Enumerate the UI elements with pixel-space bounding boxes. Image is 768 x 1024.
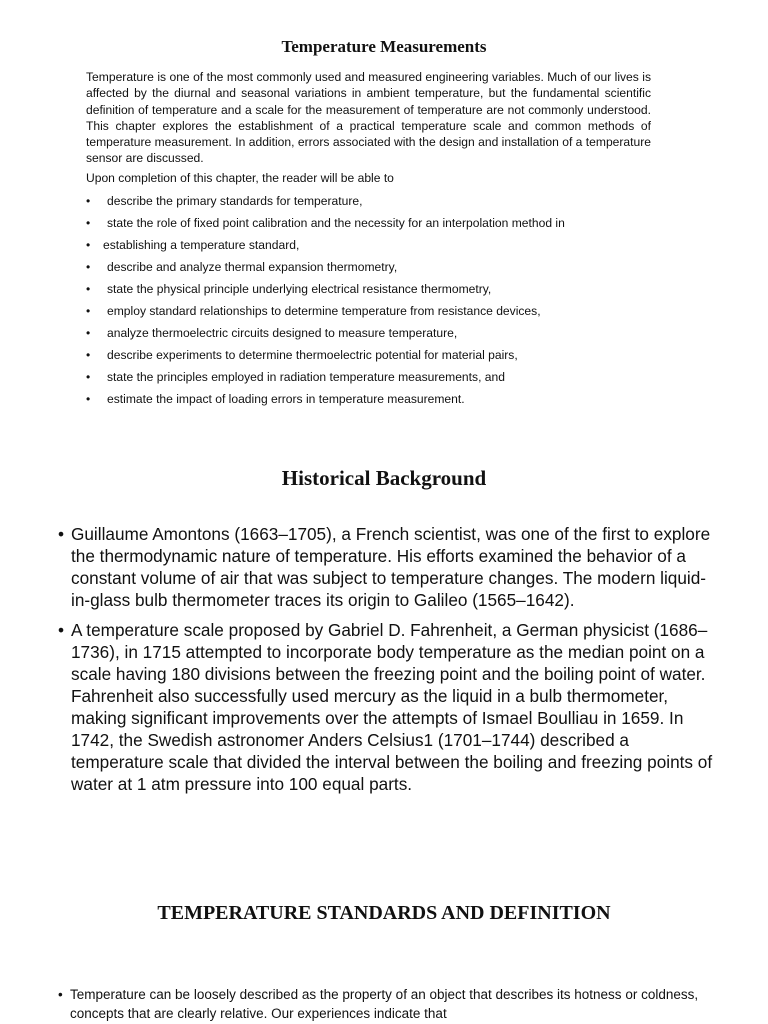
section-heading-standards: TEMPERATURE STANDARDS AND DEFINITION: [157, 902, 611, 924]
bullet-icon: •: [86, 216, 91, 230]
objective-text: state the role of fixed point calibration and the necessity for an interpolation method in: [107, 216, 565, 230]
objective-item: [86, 346, 686, 368]
objectives-list: [86, 192, 686, 412]
objective-text: state the principles employed in radiation temperature measurements, and: [107, 370, 505, 384]
bullet-icon: •: [58, 620, 65, 640]
objective-item: [86, 324, 686, 346]
historical-item: [58, 619, 718, 795]
bullet-icon: •: [58, 524, 65, 544]
bullet-icon: •: [86, 282, 91, 296]
objective-text: estimate the impact of loading errors in temperature measurement.: [107, 392, 465, 406]
objective-text: state the physical principle underlying electrical resistance thermometry,: [107, 282, 492, 296]
standards-text: Temperature can be loosely described as the property of an object that describes its hotness or coldness, concepts that are clearly relative. Our experiences indicate that: [70, 987, 699, 1021]
objective-text: describe and analyze thermal expansion thermometry,: [107, 260, 398, 274]
bullet-icon: •: [86, 304, 91, 318]
objectives-lead: Upon completion of this chapter, the reader will be able to: [86, 171, 394, 185]
objective-text: describe experiments to determine thermoelectric potential for material pairs,: [107, 348, 518, 362]
objective-item: [86, 390, 686, 412]
bullet-icon: •: [86, 370, 91, 384]
bullet-icon: •: [86, 326, 91, 340]
objective-text: analyze thermoelectric circuits designed to measure temperature,: [107, 326, 458, 340]
bullet-icon: •: [86, 348, 91, 362]
bullet-icon: •: [86, 194, 91, 208]
standards-list: [58, 985, 708, 1023]
historical-list: [58, 523, 718, 803]
bullet-icon: •: [58, 987, 63, 1002]
historical-item: [58, 523, 718, 611]
objective-item: [86, 302, 686, 324]
intro-paragraph: Temperature is one of the most commonly used and measured engineering variables. Much of our lives is affected by the diurnal and seasonal variations in ambient temperature, but the fundamental scientific definition of temperature and a scale for the measurement of temperature are not commonly understood. This chapter explores the establishment of a practical temperature scale and common methods of temperature measurement. In addition, errors associated with the design and installation of a temperature sensor are discussed.: [86, 70, 651, 166]
objective-text: employ standard relationships to determine temperature from resistance devices,: [107, 304, 541, 318]
bullet-icon: •: [86, 238, 91, 252]
section-heading-historical: Historical Background: [281, 466, 487, 490]
objective-text: establishing a temperature standard,: [103, 238, 300, 252]
objective-text: describe the primary standards for temperature,: [107, 194, 363, 208]
objective-item: [86, 214, 686, 236]
objective-item: [86, 258, 686, 280]
objective-item: [86, 280, 686, 302]
objective-item: [86, 236, 686, 258]
standards-item: [58, 985, 708, 1023]
historical-text: A temperature scale proposed by Gabriel D. Fahrenheit, a German physicist (1686–1736), in 1715 attempted to incorporate body temperature as the median point on a scale having 180 divisions between the freezing point and the boiling point of water. Fahrenheit also successfully used mercury as the liquid in a bulb thermometer, making significant improvements over the attempts of Ismael Boulliau in 1659. In 1742, the Swedish astronomer Anders Celsius1 (1701–1744) described a temperature scale that divided the interval between the boiling and freezing points of water at 1 atm pressure into 100 equal parts.: [71, 620, 713, 794]
bullet-icon: •: [86, 260, 91, 274]
objective-item: [86, 368, 686, 390]
document-title: Temperature Measurements: [281, 37, 487, 56]
objective-item: [86, 192, 686, 214]
bullet-icon: •: [86, 392, 91, 406]
historical-text: Guillaume Amontons (1663–1705), a French scientist, was one of the first to explore the thermodynamic nature of temperature. His efforts examined the behavior of a constant volume of air that was subject to temperature changes. The modern liquid-in-glass bulb thermometer traces its origin to Galileo (1565–1642).: [71, 524, 711, 610]
